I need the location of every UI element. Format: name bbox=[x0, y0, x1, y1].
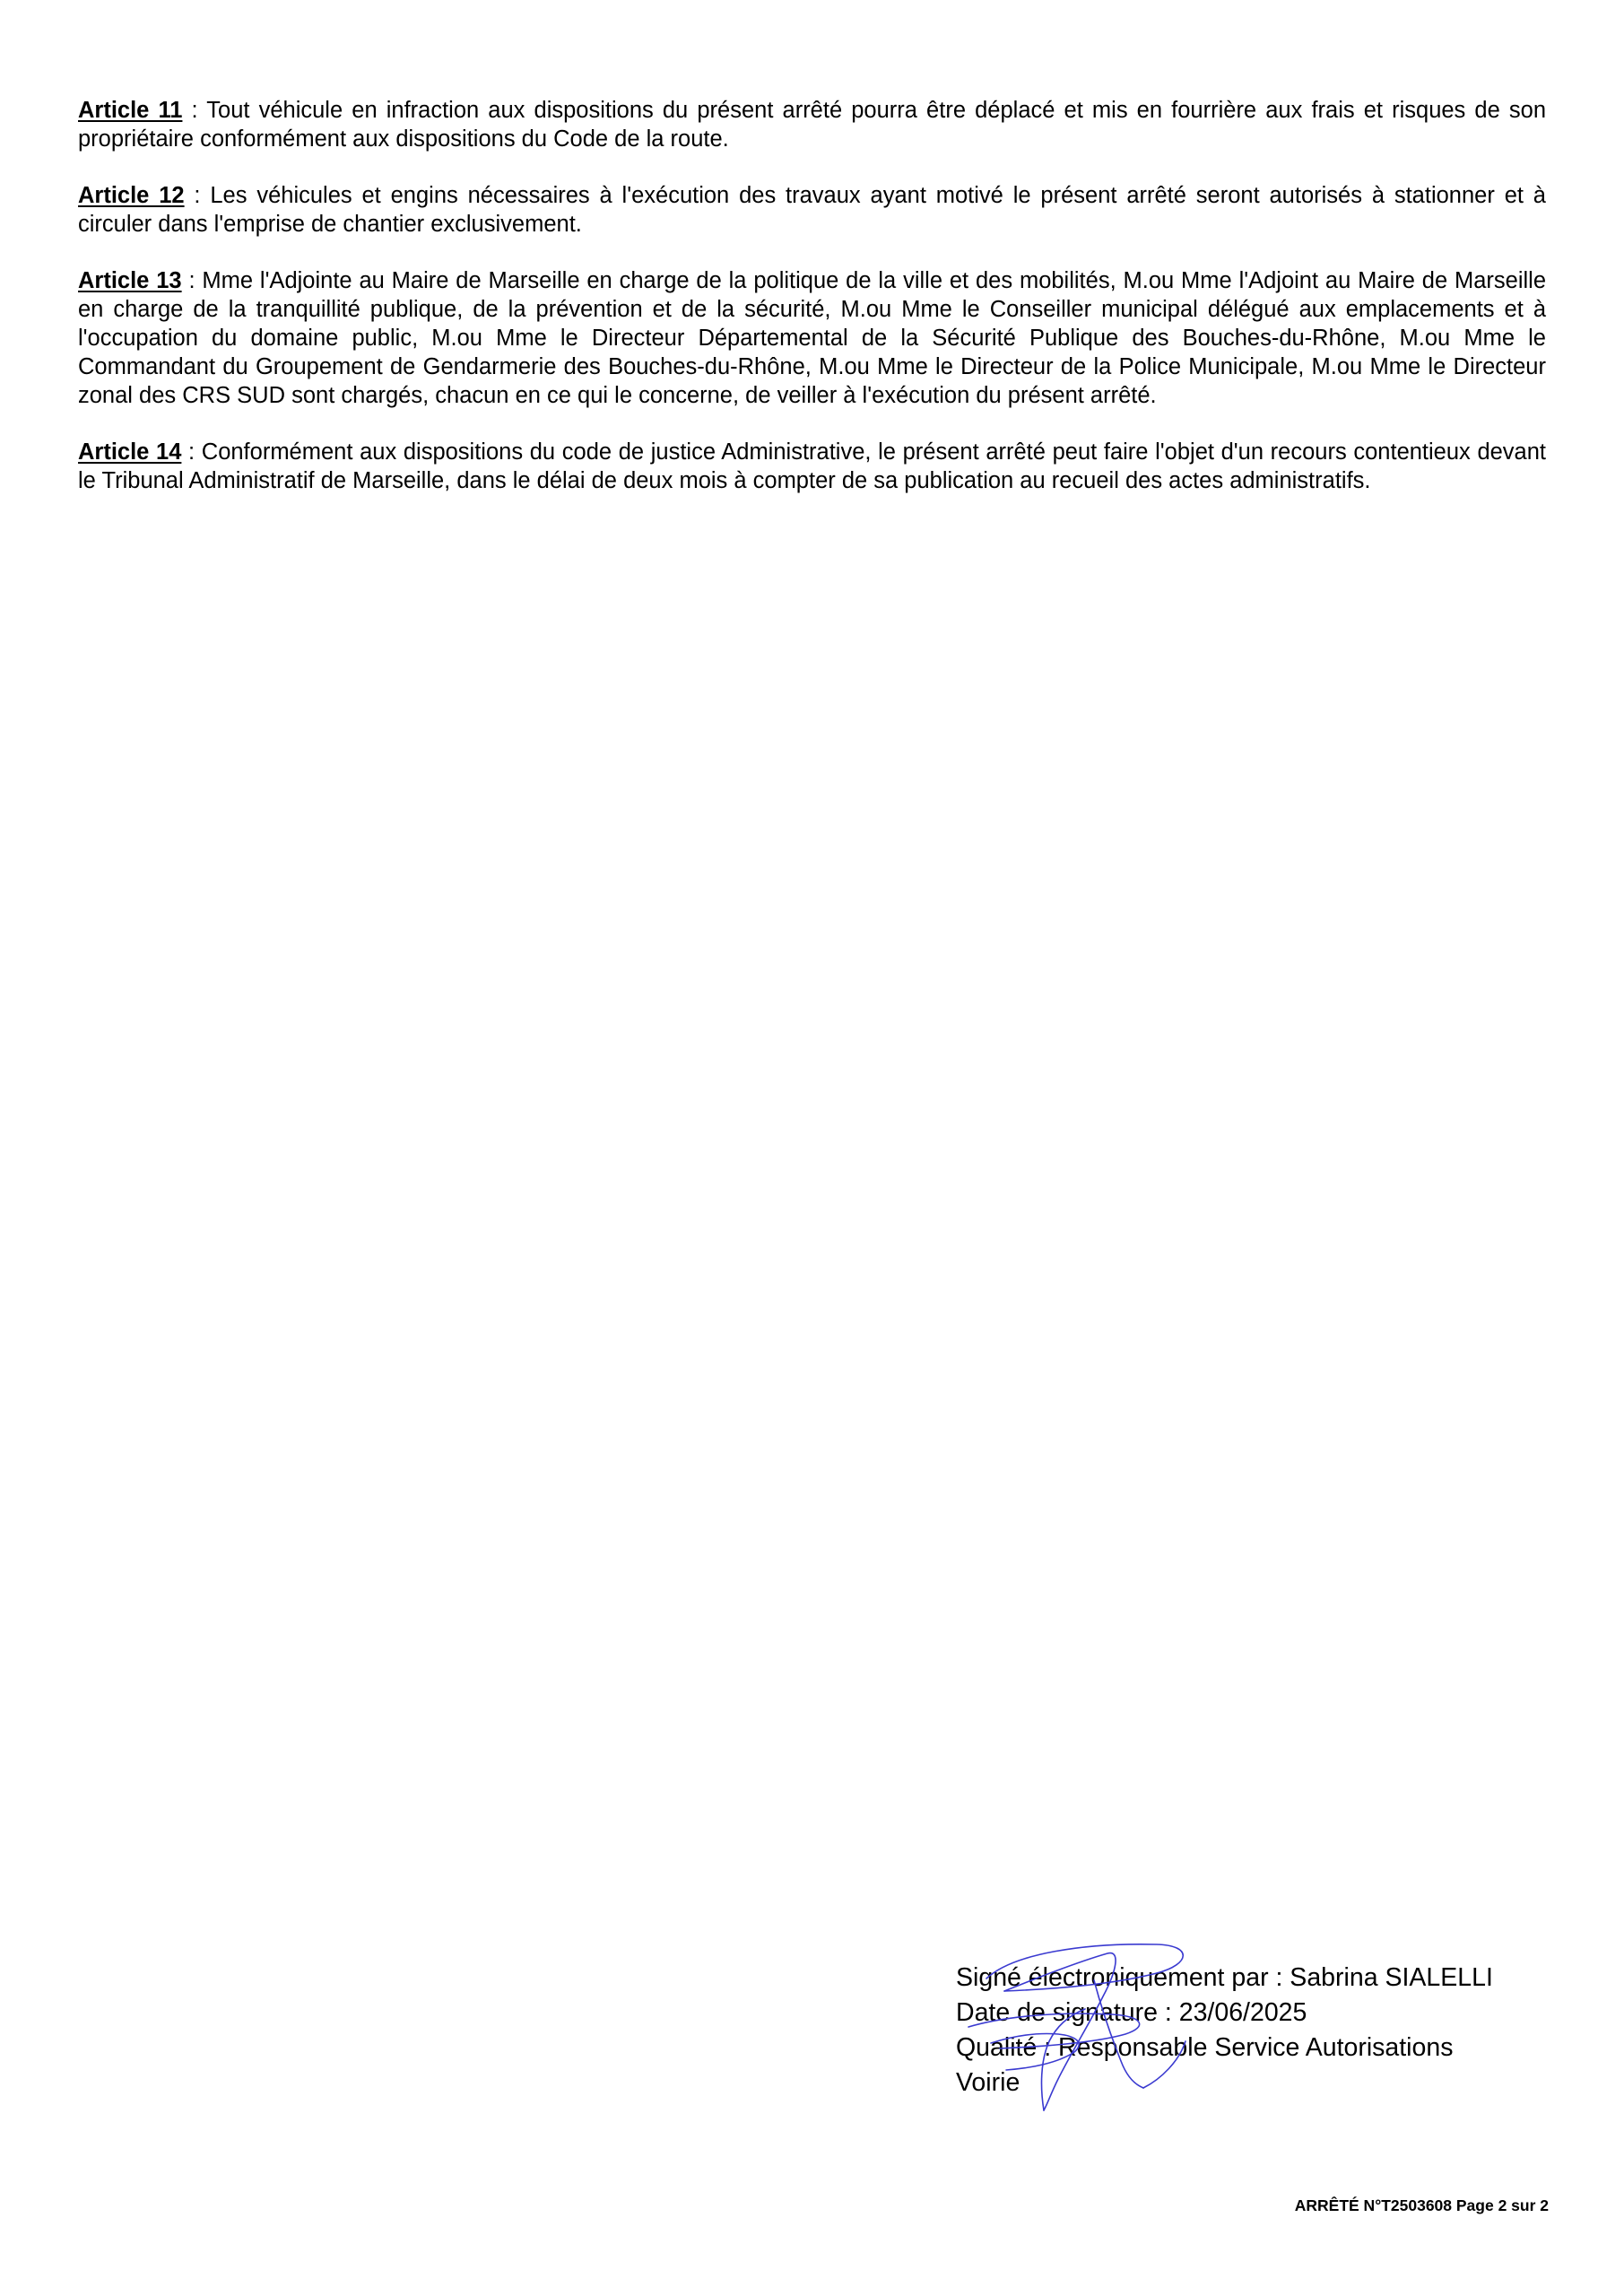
article-14 bbox=[78, 438, 1546, 495]
signature-date: Date de signature : 23/06/2025 bbox=[956, 1998, 1307, 2027]
page-footer-reference: ARRÊTÉ N°T2503608 Page 2 sur 2 bbox=[1294, 2196, 1549, 2214]
article-12 bbox=[78, 181, 1546, 239]
article-label: Article 14 bbox=[78, 439, 182, 465]
article-text: : Tout véhicule en infraction aux dispositions du présent arrêté pourra être déplacé et mis en fourrière aux frais et risques de son propriétaire conformément aux dispositions du Code de la route. bbox=[78, 98, 1547, 152]
article-13 bbox=[78, 266, 1546, 410]
articles-section bbox=[78, 96, 1546, 523]
signature-signer: Signé électroniquement par : Sabrina SIALELLI bbox=[956, 1963, 1493, 1992]
article-label: Article 13 bbox=[78, 268, 182, 293]
article-label: Article 11 bbox=[78, 98, 183, 123]
signature-quality: Qualité : Responsable Service Autorisations bbox=[956, 2033, 1454, 2062]
article-11 bbox=[78, 96, 1546, 153]
article-text: : Les véhicules et engins nécessaires à l'exécution des travaux ayant motivé le présent arrêté seront autorisés à stationner et à circuler dans l'emprise de chantier exclusivement. bbox=[78, 183, 1546, 237]
electronic-signature-block bbox=[956, 1961, 1584, 2100]
article-text: : Mme l'Adjointe au Maire de Marseille en charge de la politique de la ville et des mobilités, M.ou Mme l'Adjoint au Maire de Marseille en charge de la tranquillité publique, de la prévention et de la sécurité, M.ou Mme le Conseiller municipal délégué aux emplacements et à l'occupation du domaine public, M.ou Mme le Directeur Départemental de la Sécurité Publique des Bouches-du-Rhône, M.ou Mme le Commandant du Groupement de Gendarmerie des Bouches-du-Rhône, M.ou Mme le Directeur de la Police Municipale, M.ou Mme le Directeur zonal des CRS SUD sont chargés, chacun en ce qui le concerne, de veiller à l'exécution du présent arrêté. bbox=[78, 268, 1547, 408]
signature-quality-continued: Voirie bbox=[956, 2068, 1020, 2097]
article-text: : Conformément aux dispositions du code de justice Administrative, le présent arrêté peut faire l'objet d'un recours contentieux devant le Tribunal Administratif de Marseille, dans le délai de deux mois à compter de sa publication au recueil des actes administratifs. bbox=[78, 439, 1547, 493]
article-label: Article 12 bbox=[78, 183, 185, 208]
